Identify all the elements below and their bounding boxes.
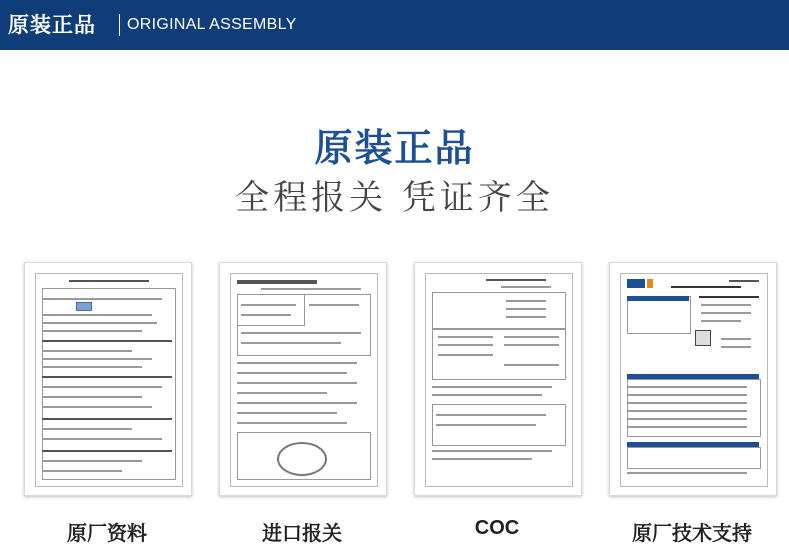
card-manufacturer-documents[interactable]	[24, 262, 192, 496]
card-coc[interactable]	[414, 262, 582, 496]
header-title-cn: 原装正品	[8, 13, 96, 37]
hero-subtitle: 全程报关 凭证齐全	[235, 178, 554, 218]
header-divider	[119, 14, 120, 36]
header-title-en: ORIGINAL ASSEMBLY	[127, 16, 297, 33]
card-caption-coc: COC	[474, 517, 520, 539]
header-bar	[0, 0, 789, 50]
customs-declaration-icon	[230, 273, 378, 487]
card-technical-support[interactable]	[609, 262, 777, 496]
hero-title: 原装正品	[314, 126, 475, 170]
card-caption-manufacturer-documents: 原厂资料	[67, 521, 147, 545]
card-caption-customs-declaration: 进口报关	[262, 521, 342, 545]
card-caption-technical-support: 原厂技术支持	[632, 521, 752, 545]
document-icon	[35, 273, 183, 487]
datasheet-icon	[620, 273, 768, 487]
certificate-icon	[425, 273, 573, 487]
card-customs-declaration[interactable]	[219, 262, 387, 496]
